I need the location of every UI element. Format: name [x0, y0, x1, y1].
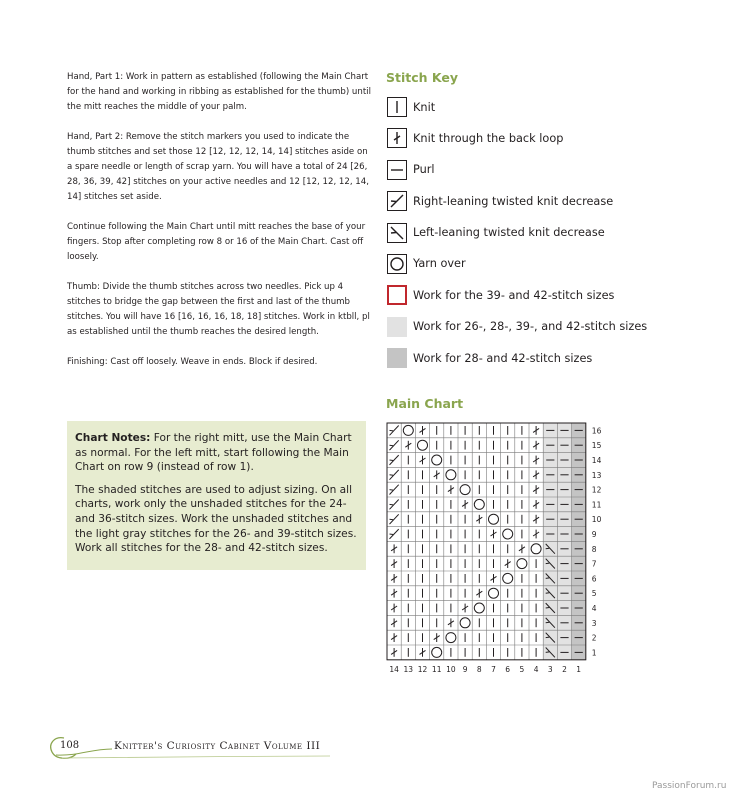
chart-notes-text-1: For the right mitt, use the Main Chart as normal. For the left mitt, start following the Main Chart on row 9 (instead of row 1). — [75, 432, 352, 474]
left-decrease-stitch — [546, 563, 550, 564]
yarn-over-stitch — [531, 544, 541, 554]
key-label: Right-leaning twisted knit decrease — [413, 194, 614, 208]
key-row-red-outline — [387, 283, 687, 307]
chart-row-number: 16 — [591, 426, 602, 436]
chart-column-number: 12 — [417, 664, 428, 674]
chart-row-number: 3 — [591, 618, 597, 628]
chart-column-number: 2 — [562, 664, 567, 674]
left-decrease-stitch — [546, 578, 550, 579]
yarn-over-stitch — [503, 573, 513, 583]
chart-row-number: 10 — [591, 515, 602, 525]
instruction-finishing: Finishing: Cast off loosely. Weave in ends. Block if desired. — [67, 357, 318, 367]
instruction-thumb: Thumb: Divide the thumb stitches across two needles. Pick up 4 stitches to bridge the gap between the first and last of the thumb stitches. You will have 16 [16, 16, 16, 18, 18] stitches. Work in ktbll, pl as established until the thumb reaches the desired length. — [67, 282, 370, 337]
knit-tbl-icon — [387, 128, 407, 148]
yarn-over-stitch — [403, 425, 413, 435]
left-decrease-stitch — [546, 593, 550, 594]
left-decrease-stitch — [546, 652, 550, 653]
yarn-over-stitch — [517, 559, 527, 569]
chart-row-number: 1 — [591, 648, 597, 658]
key-row-knit-tbl — [387, 126, 687, 150]
page-number: 108 — [60, 740, 80, 751]
key-label: Work for 26-, 28-, 39-, and 42-stitch sizes — [413, 320, 648, 334]
chart-column-number: 5 — [519, 664, 525, 674]
chart-column-number: 4 — [533, 664, 539, 674]
key-row-right-decrease — [387, 189, 687, 213]
chart-row-number: 13 — [591, 470, 602, 480]
chart-notes-box — [67, 421, 366, 570]
chart-row-number: 4 — [591, 604, 597, 613]
key-label: Left-leaning twisted knit decrease — [413, 226, 605, 240]
right-decrease-stitch — [390, 504, 394, 505]
yarn-over-stitch — [418, 440, 428, 450]
chart-column-number: 9 — [462, 664, 468, 674]
left-decrease-stitch — [546, 637, 550, 638]
yarn-over-stitch — [446, 633, 456, 643]
chart-row-number: 5 — [591, 589, 597, 599]
key-label: Knit — [413, 100, 436, 114]
chart-column-number: 1 — [576, 664, 582, 674]
key-label: Purl — [413, 163, 435, 177]
left-decrease-icon — [387, 223, 407, 243]
chart-column-number: 11 — [431, 664, 442, 674]
chart-row-number: 6 — [591, 574, 597, 584]
chart-notes-lead: Chart Notes: — [75, 432, 151, 444]
chart-row-number: 2 — [591, 633, 597, 643]
chart-column-number: 13 — [403, 664, 414, 674]
chart-row-number: 12 — [591, 485, 602, 495]
chart-column-number: 3 — [547, 664, 553, 674]
chart-notes-paragraph-1 — [75, 431, 358, 475]
light-gray-box-icon — [387, 317, 407, 337]
pattern-instructions — [67, 70, 375, 385]
watermark: PassionForum.ru — [652, 781, 727, 791]
yarn-over-stitch — [489, 588, 499, 598]
yarn-over-stitch — [474, 499, 484, 509]
chart-row-number: 8 — [591, 544, 597, 554]
key-label: Knit through the back loop — [413, 131, 564, 145]
right-decrease-icon — [387, 191, 407, 211]
chart-row-number: 15 — [591, 441, 602, 451]
key-row-dark-gray — [387, 346, 687, 370]
chart-row-number: 14 — [591, 456, 602, 465]
dark-gray-box-icon — [387, 348, 407, 368]
purl-icon — [387, 160, 407, 180]
right-decrease-stitch — [390, 475, 394, 476]
yarn-over-stitch — [446, 470, 456, 480]
left-decrease-stitch — [546, 608, 550, 609]
right-decrease-stitch — [390, 430, 394, 431]
yarn-over-stitch — [432, 455, 442, 465]
yarn-over-stitch — [474, 603, 484, 613]
instruction-hand-part-1: Hand, Part 1: Work in pattern as established (following the Main Chart for the hand and working in ribbing as established for the thumb) until the mitt reaches the middle of your palm. — [67, 72, 371, 112]
key-row-purl — [387, 158, 687, 182]
yarn-over-stitch — [503, 529, 513, 539]
chart-row-number: 7 — [591, 559, 597, 569]
chart-column-number: 10 — [446, 664, 456, 674]
main-chart-title: Main Chart — [386, 396, 464, 411]
chart-row-number: 11 — [591, 500, 602, 510]
yarn-over-stitch — [460, 485, 470, 495]
key-row-light-gray — [387, 315, 687, 339]
chart-notes-paragraph-2: The shaded stitches are used to adjust sizing. On all charts, work only the unshaded stitches for the 24- and 36-stitch sizes. Work the unshaded stitches and the light gray stitches for the 26- and 39-stitch sizes. Work all stitches for the 28- and 42-stitch sizes. — [75, 483, 357, 555]
chart-column-number: 8 — [476, 664, 482, 674]
red-outline-box-icon — [387, 285, 407, 305]
instruction-hand-part-2: Hand, Part 2: Remove the stitch markers you used to indicate the thumb stitches and set those 12 [12, 12, 12, 14, 14] stitches aside on a spare needle or length of scrap yarn. You will have a total of 24 [26, 28, 36, 39, 42] stitches on your active needles and 12 [12, 12, 12, 14, 14] stitches set aside. — [67, 132, 369, 202]
yarn-over-stitch — [489, 514, 499, 524]
yarn-over-icon — [387, 254, 407, 274]
chart-row-number: 9 — [591, 530, 597, 539]
chart-column-number: 6 — [505, 664, 511, 674]
stitch-key-list — [387, 95, 687, 378]
left-decrease-stitch — [546, 622, 550, 623]
right-decrease-stitch — [390, 490, 394, 491]
right-decrease-stitch — [390, 460, 394, 461]
right-decrease-stitch — [390, 445, 394, 446]
page-footer — [40, 730, 360, 764]
key-row-yarn-over — [387, 252, 687, 276]
knit-icon — [387, 97, 407, 117]
yarn-over-stitch — [432, 647, 442, 657]
key-label: Work for 28- and 42-stitch sizes — [413, 351, 593, 365]
key-row-left-decrease — [387, 221, 687, 245]
key-label: Work for the 39- and 42-stitch sizes — [413, 288, 615, 302]
main-chart — [380, 418, 620, 678]
instruction-continue: Continue following the Main Chart until mitt reaches the base of your fingers. Stop after completing row 8 or 16 of the Main Chart. Cast off loosely. — [67, 222, 366, 262]
chart-column-number: 14 — [389, 664, 399, 674]
right-decrease-stitch — [390, 519, 394, 520]
yarn-over-stitch — [460, 618, 470, 628]
right-decrease-stitch — [390, 534, 394, 535]
chart-column-number: 7 — [491, 664, 496, 674]
left-decrease-stitch — [546, 548, 550, 549]
key-label: Yarn over — [413, 257, 466, 271]
key-row-knit — [387, 95, 687, 119]
book-title: Knitter's Curiosity Cabinet Volume III — [114, 740, 321, 752]
stitch-key-title: Stitch Key — [386, 70, 458, 85]
